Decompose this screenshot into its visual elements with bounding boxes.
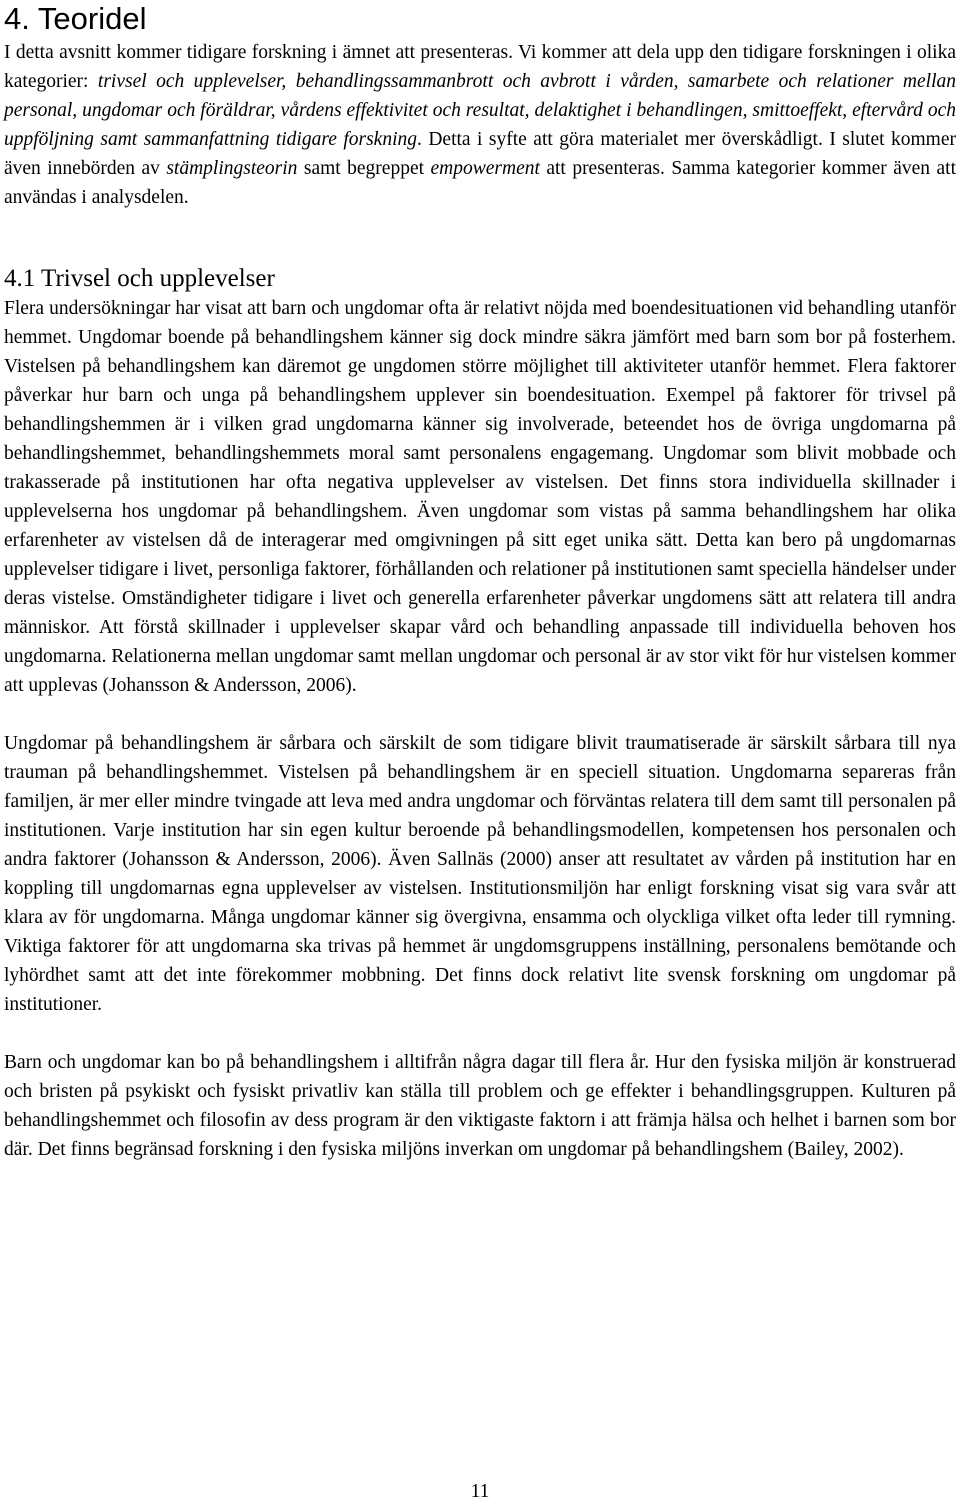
chapter-title: 4. Teoridel [4,1,147,36]
intro-paragraph [4,38,956,212]
body-paragraph-3: Barn och ungdomar kan bo på behandlingshem i alltifrån några dagar till flera år. Hur den fysiska miljön är konstruerad och bristen på psykiskt och fysiskt privatliv kan ställa till problem och ge effekter i behandlingsgruppen. Kulturen på behandlingshemmet och filosofin av dess program är den viktigaste faktorn i att främja hälsa och helhet i barnen som bor där. Det finns begränsad forskning i den fysiska miljöns inverkan om ungdomar på behandlingshem (Bailey, 2002). [4,1052,956,1160]
page-number: 11 [470,1481,490,1502]
body-paragraph-2: Ungdomar på behandlingshem är sårbara och särskilt de som tidigare blivit traumatiserade är särskilt sårbara till nya trauman på behandlingshemmet. Vistelsen på behandlingshem är en speciell situation. Ungdomarna separeras från familjen, är mer eller mindre tvingade att leva med andra ungdomar och förväntas relatera till dem samt till personalen på institutionen. Varje institution har sin egen kultur beroende på behandlingsmodellen, kompetensen hos personalen och andra faktorer (Johansson & Andersson, 2006). Även Sallnäs (2000) anser att resultatet av vården på institution har en koppling till ungdomarnas egna upplevelser av vistelsen. Institutionsmiljön har enligt forskning visat sig vara svår att klara av för ungdomarna. Många ungdomar känner sig övergivna, ensamma och olyckliga vilket ofta leder till rymning. Viktiga faktorer för att ungdomarna ska trivas på hemmet är ungdomsgruppens inställning, personalens bemötande och lyhördhet samt att det inte förekommer mobbning. Det finns dock relativt lite svensk forskning om ungdomar på institutioner. [4,733,956,1015]
intro-categories: trivsel och upplevelser, behandlingssammanbrott och avbrott i vården, samarbete och relationer mellan personal, ungdomar och föräldrar, vårdens effektivitet och resultat, delaktighet i behandlingen, smittoeffekt, eftervård och uppföljning samt sammanfattning tidigare forskning [4,71,956,150]
intro-text-4: att presenteras. Samma kategorier kommer även att användas i analysdelen. [4,158,956,208]
intro-text-3: samt begreppet [297,158,431,179]
document-page [4,0,956,1164]
section-title: 4.1 Trivsel och upplevelser [4,265,275,292]
intro-text-1: I detta avsnitt kommer tidigare forskning i ämnet att presenteras. Vi kommer att dela upp den tidigare forskningen i olika kategorier: [4,42,956,92]
intro-text-2: . Detta i syfte att göra materialet mer överskådligt. I slutet kommer även innebörden av [4,129,956,179]
intro-term-labeling-theory: stämplingsteorin [166,158,298,179]
body-paragraph-1: Flera undersökningar har visat att barn och ungdomar ofta är relativt nöjda med boendesituationen vid behandling utanför hemmet. Ungdomar boende på behandlingshem känner sig dock mindre säkra jämfört med barn som bor på fosterhem. Vistelsen på behandlingshem kan däremot ge ungdomen större möjlighet till aktiviteter utanför hemmet. Flera faktorer påverkar hur barn och unga på behandlingshem upplever sin boendesituation. Exempel på faktorer för trivsel på behandlingshemmen är i vilken grad ungdomarna känner sig involverade, beteendet hos de övriga ungdomarna på behandlingshemmet, behandlingshemmets moral samt personalens engagemang. Ungdomar som blivit mobbade och trakasserade på institutionen har ofta negativa upplevelser av vistelsen. Det finns stora individuella skillnader i upplevelserna hos ungdomar på behandlingshem. Även ungdomar som vistas på samma behandlingshem har olika erfarenheter av vistelsen då de interagerar med omgivningen på sitt eget unika sätt. Detta kan bero på ungdomarnas upplevelser tidigare i livet, personliga faktorer, förhållanden och relationer på institutionen samt speciella händelser under deras vistelse. Omständigheter tidigare i livet och generella erfarenheter påverkar ungdomens sätt att relatera till andra människor. Att förstå skillnader i upplevelser skapar vård och behandling anpassade till individuella behoven hos ungdomarna. Relationerna mellan ungdomar samt mellan ungdomar och personal är av stor vikt för hur vistelsen kommer att upplevas (Johansson & Andersson, 2006). [4,298,956,696]
intro-term-empowerment: empowerment [430,158,540,179]
